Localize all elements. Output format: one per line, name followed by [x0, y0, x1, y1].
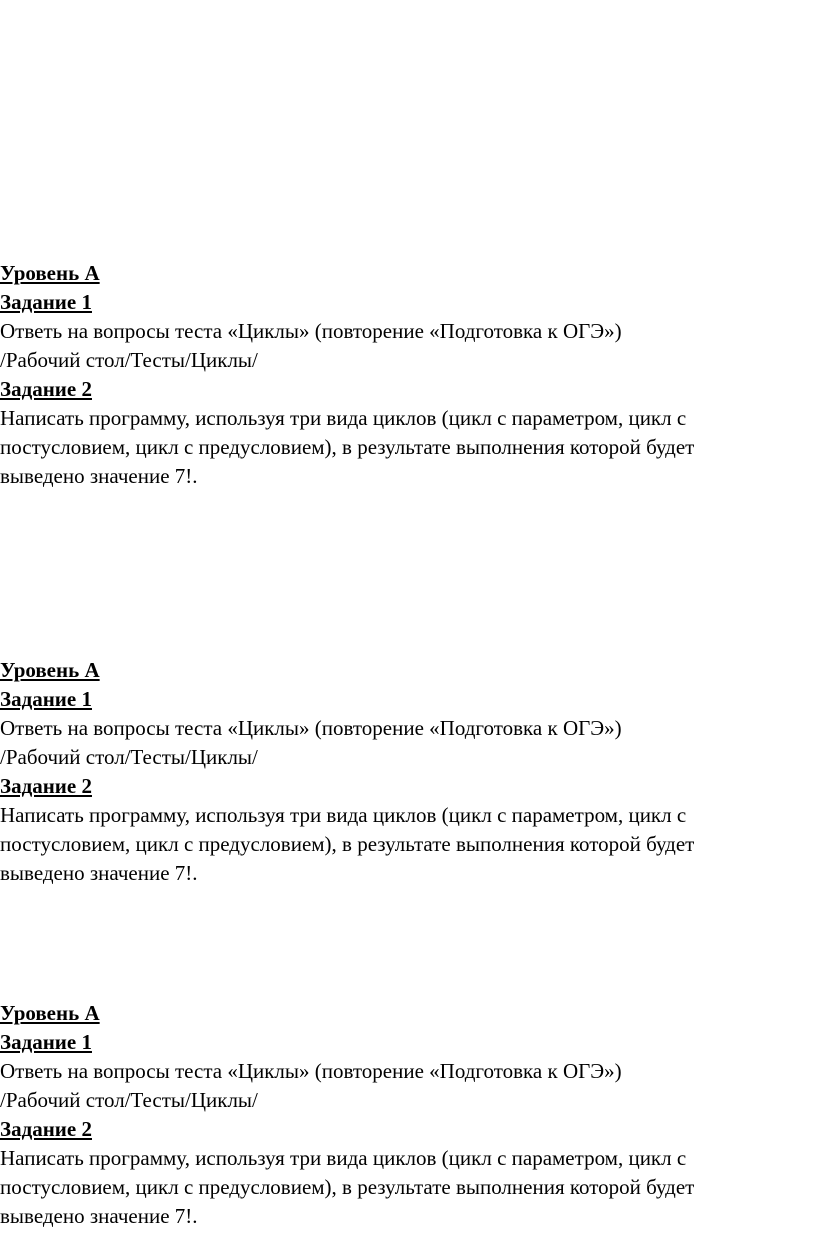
task-2-text-line: Написать программу, используя три вида циклов (цикл с параметром, цикл с [0, 803, 687, 827]
level-heading: Уровень А [0, 261, 100, 285]
task-1-heading: Задание 1 [0, 687, 92, 711]
level-heading: Уровень А [0, 1001, 100, 1025]
task-1-heading: Задание 1 [0, 1030, 92, 1054]
task-2-text-line: выведено значение 7!. [0, 1204, 198, 1228]
task-2-text-line: Написать программу, используя три вида циклов (цикл с параметром, цикл с [0, 406, 687, 430]
task-2-heading: Задание 2 [0, 1117, 92, 1141]
task-1-path: /Рабочий стол/Тесты/Циклы/ [0, 348, 258, 372]
task-1-path: /Рабочий стол/Тесты/Циклы/ [0, 1088, 258, 1112]
level-heading: Уровень А [0, 658, 100, 682]
task-1-text: Ответь на вопросы теста «Циклы» (повторение «Подготовка к ОГЭ») [0, 319, 622, 343]
task-1-text: Ответь на вопросы теста «Циклы» (повторение «Подготовка к ОГЭ») [0, 716, 622, 740]
task-2-text-line: постусловием, цикл с предусловием), в результате выполнения которой будет [0, 832, 695, 856]
task-block-2 [0, 656, 816, 888]
task-2-text-line: постусловием, цикл с предусловием), в результате выполнения которой будет [0, 435, 695, 459]
task-1-path: /Рабочий стол/Тесты/Циклы/ [0, 745, 258, 769]
task-block-3 [0, 999, 816, 1231]
task-2-heading: Задание 2 [0, 774, 92, 798]
task-block-1 [0, 259, 816, 491]
task-2-text-line: выведено значение 7!. [0, 464, 198, 488]
task-1-heading: Задание 1 [0, 290, 92, 314]
task-2-text-line: постусловием, цикл с предусловием), в результате выполнения которой будет [0, 1175, 695, 1199]
task-2-text-line: выведено значение 7!. [0, 861, 198, 885]
task-2-heading: Задание 2 [0, 377, 92, 401]
task-2-text-line: Написать программу, используя три вида циклов (цикл с параметром, цикл с [0, 1146, 687, 1170]
task-1-text: Ответь на вопросы теста «Циклы» (повторение «Подготовка к ОГЭ») [0, 1059, 622, 1083]
